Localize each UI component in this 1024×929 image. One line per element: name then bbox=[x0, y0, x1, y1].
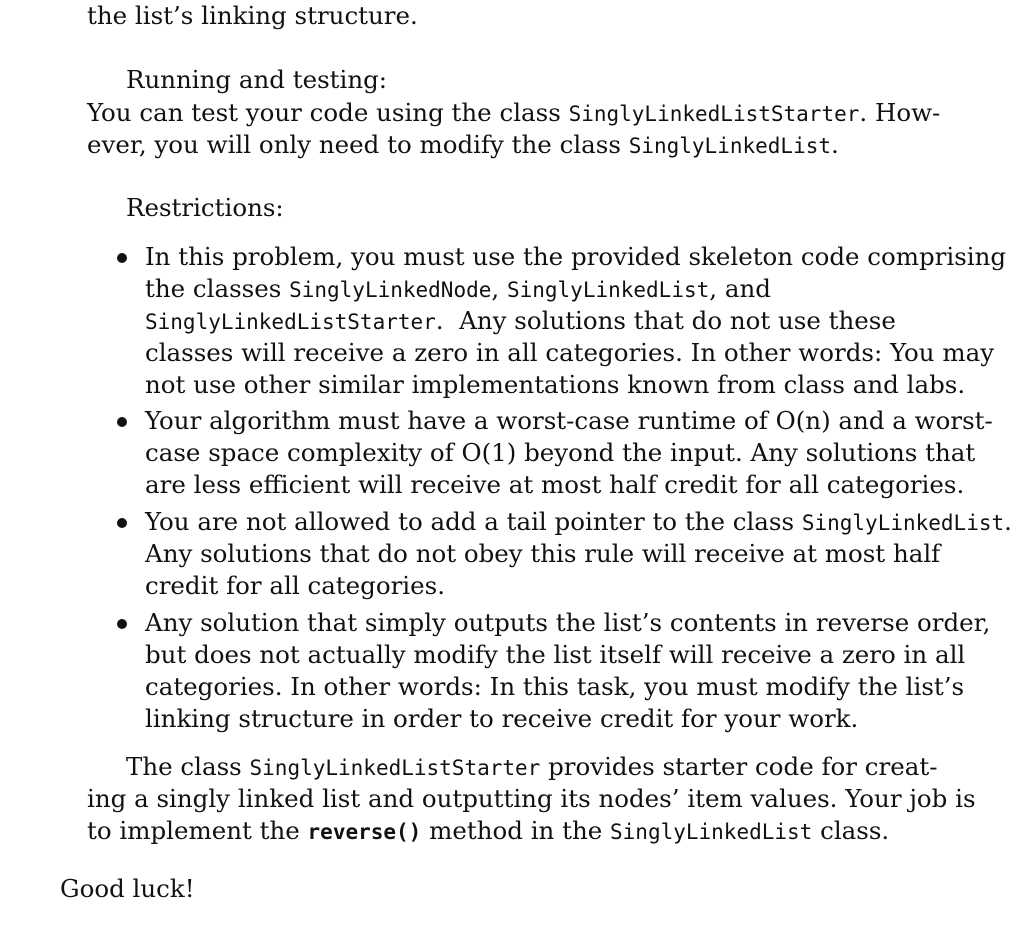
closing-text-3b: method in the bbox=[421, 816, 611, 845]
b1-code-node: SinglyLinkedNode bbox=[289, 278, 492, 302]
b3-text-1b: . bbox=[1004, 507, 1012, 536]
running-code-starter: SinglyLinkedListStarter bbox=[568, 102, 860, 126]
closing-line-2: ing a singly linked list and outputting its nodes’ item values. Your job is bbox=[87, 784, 976, 813]
closing-line-3 bbox=[87, 815, 889, 848]
running-text-1b: . How- bbox=[859, 98, 941, 127]
b1-text-2c: , and bbox=[709, 274, 771, 303]
b3-line-3: credit for all categories. bbox=[145, 571, 445, 600]
b3-text-1a: You are not allowed to add a tail pointer to the class bbox=[145, 507, 802, 536]
running-text-2a: ever, you will only need to modify the class bbox=[87, 130, 629, 159]
bullet-icon bbox=[117, 417, 127, 427]
b2-line-3: are less efficient will receive at most half credit for all categories. bbox=[145, 470, 965, 499]
bullet-icon bbox=[117, 518, 127, 528]
b3-line-1 bbox=[145, 506, 1012, 539]
running-code-list: SinglyLinkedList bbox=[628, 134, 831, 158]
running-text-2b: . bbox=[831, 130, 839, 159]
running-line-2 bbox=[87, 129, 839, 162]
b4-line-1: Any solution that simply outputs the list’s contents in reverse order, bbox=[145, 608, 991, 637]
closing-code-list: SinglyLinkedList bbox=[610, 820, 813, 844]
running-heading: Running and testing: bbox=[126, 65, 388, 94]
closing-code-starter: SinglyLinkedListStarter bbox=[249, 756, 541, 780]
running-text-1a: You can test your code using the class bbox=[87, 98, 569, 127]
b3-line-2: Any solutions that do not obey this rule will receive at most half bbox=[145, 539, 941, 568]
bullet-icon bbox=[117, 619, 127, 629]
b1-text-3: . Any solutions that do not use these bbox=[435, 306, 896, 335]
b2-line-2: case space complexity of O(1) beyond the input. Any solutions that bbox=[145, 438, 976, 467]
b4-line-4: linking structure in order to receive credit for your work. bbox=[145, 704, 859, 733]
b2-line-1: Your algorithm must have a worst-case runtime of O(n) and a worst- bbox=[145, 406, 993, 435]
closing-code-reverse: reverse() bbox=[307, 820, 422, 844]
b1-text-2b: , bbox=[491, 274, 507, 303]
b1-line-3 bbox=[145, 305, 896, 338]
closing-text-1b: provides starter code for creat- bbox=[540, 752, 938, 781]
b1-line-2 bbox=[145, 273, 771, 306]
closing-text-3c: class. bbox=[812, 816, 890, 845]
b1-line-5: not use other similar implementations known from class and labs. bbox=[145, 370, 966, 399]
restrictions-heading: Restrictions: bbox=[126, 193, 284, 222]
closing-text-1a: The class bbox=[126, 752, 250, 781]
b3-code-list: SinglyLinkedList bbox=[801, 511, 1005, 535]
b1-text-2a: the classes bbox=[145, 274, 290, 303]
closing-text-3a: to implement the bbox=[87, 816, 308, 845]
b1-code-list: SinglyLinkedList bbox=[506, 278, 710, 302]
b1-line-1: In this problem, you must use the provided skeleton code comprising bbox=[145, 242, 1007, 271]
b1-code-starter: SinglyLinkedListStarter bbox=[145, 310, 436, 334]
b4-line-2: but does not actually modify the list itself will receive a zero in all bbox=[145, 640, 966, 669]
b4-line-3: categories. In other words: In this task, you must modify the list’s bbox=[145, 672, 965, 701]
running-line-1 bbox=[87, 97, 940, 130]
signoff: Good luck! bbox=[60, 874, 195, 903]
intro-tail: the list’s linking structure. bbox=[87, 1, 418, 30]
b1-line-4: classes will receive a zero in all categories. In other words: You may bbox=[145, 338, 995, 367]
closing-line-1 bbox=[126, 751, 937, 784]
bullet-icon bbox=[117, 253, 127, 263]
